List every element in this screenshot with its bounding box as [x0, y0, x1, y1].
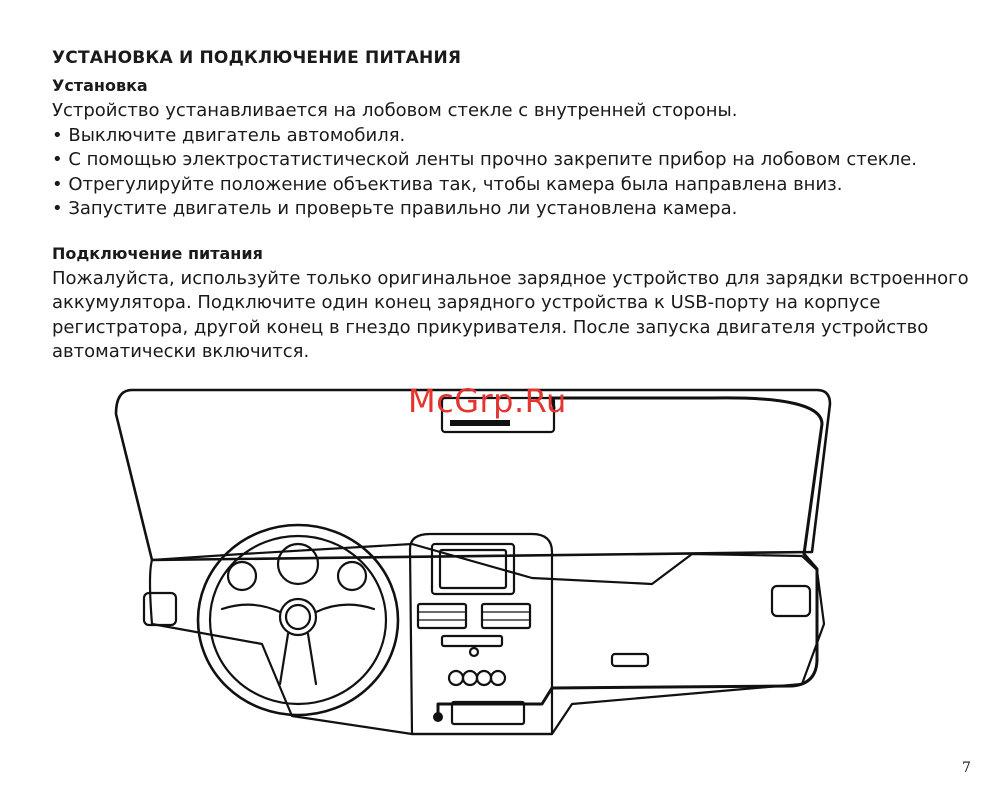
- dashcam-lens-slot: [450, 420, 510, 426]
- dashboard-illustration: [112, 384, 842, 746]
- power-section: [52, 244, 972, 365]
- page-number: 7: [962, 760, 971, 776]
- console-button: [491, 671, 505, 685]
- list-item: • Запустите двигатель и проверьте правильно ли установлена камера.: [52, 197, 972, 222]
- list-item: • Отрегулируйте положение объектива так, чтобы камера была направлена вниз.: [52, 173, 972, 198]
- steering-wheel-inner: [210, 536, 386, 704]
- installation-intro: Устройство устанавливается на лобовом стекле с внутренней стороны.: [52, 100, 738, 121]
- steering-spoke-left: [222, 605, 280, 612]
- steering-spoke-right: [316, 605, 374, 612]
- gauge-left: [228, 562, 256, 590]
- console-vent-left: [418, 604, 466, 628]
- page-title: УСТАНОВКА И ПОДКЛЮЧЕНИЕ ПИТАНИЯ: [52, 48, 462, 68]
- steering-wheel-hub-inner: [286, 605, 310, 629]
- list-item: • Выключите двигатель автомобиля.: [52, 124, 972, 149]
- list-item: • С помощью электростатистической ленты прочно закрепите прибор на лобовом стекле.: [52, 148, 972, 173]
- console-knob: [470, 648, 478, 656]
- steering-spoke-bottom: [280, 634, 316, 684]
- installation-heading: Установка: [52, 76, 148, 95]
- installation-steps: [52, 124, 972, 222]
- console-button: [463, 671, 477, 685]
- left-vent: [144, 593, 176, 625]
- steering-wheel-outer: [198, 525, 398, 715]
- console-button-row: [442, 636, 502, 646]
- gauge-right: [338, 562, 366, 590]
- console-vent-right: [482, 604, 530, 628]
- console-button: [477, 671, 491, 685]
- watermark: McGrp.Ru: [408, 382, 567, 420]
- right-handle: [612, 654, 648, 666]
- console-button: [449, 671, 463, 685]
- power-text: Пожалуйста, используйте только оригинальное зарядное устройство для зарядки встроенного аккумулятора. Подключите один конец зарядного устройства к USB-порту на корпусе регистратора, другой конец в гнездо прикуривателя. После запуска двигателя устройство автоматически включится.: [52, 267, 969, 362]
- right-vent: [772, 586, 810, 616]
- power-heading: Подключение питания: [52, 243, 263, 263]
- power-plug: [433, 712, 443, 722]
- page-content: [52, 48, 972, 365]
